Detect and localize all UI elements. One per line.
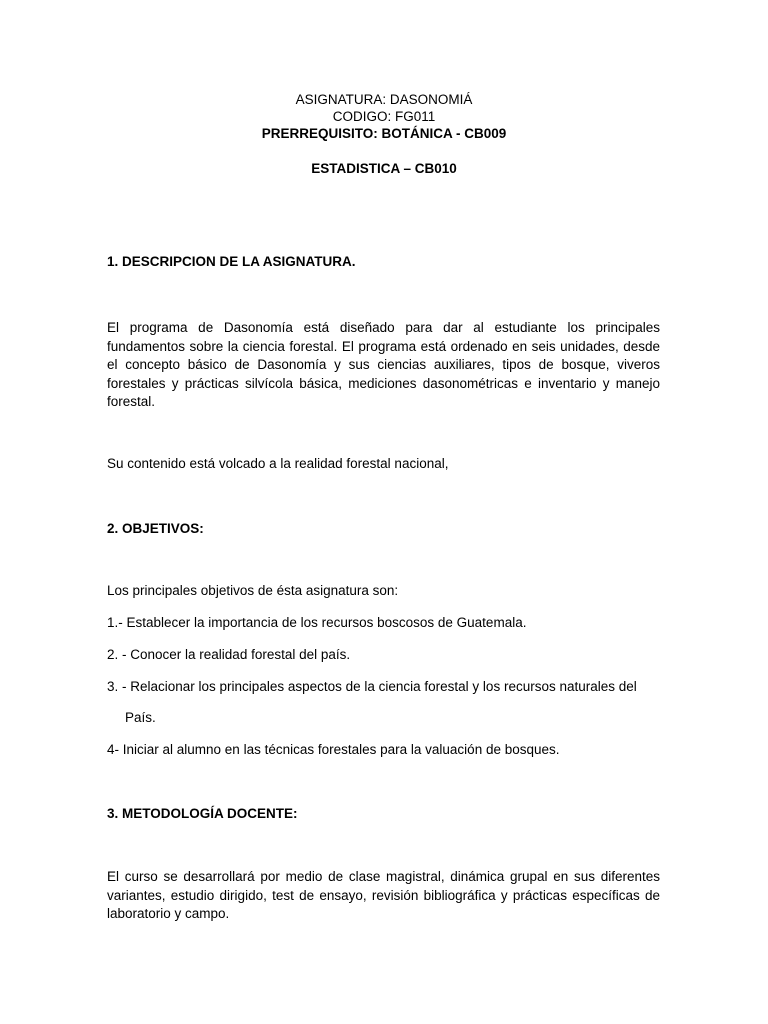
description-paragraph: El programa de Dasonomía está diseñado para dar al estudiante los principales fundamentos sobre la ciencia forestal. El programa está ordenado en seis unidades, desde el concepto básico de Dasonomía y sus ciencias auxiliares, tipos de bosque, viveros forestales y prácticas silvícola básica, mediciones dasonométricas e inventario y manejo forestal. bbox=[107, 320, 660, 409]
section-heading-methodology: 3. METODOLOGÍA DOCENTE: bbox=[107, 806, 298, 821]
section-heading-objectives: 2. OBJETIVOS: bbox=[107, 521, 204, 536]
subject-code: CODIGO: FG011 bbox=[332, 109, 436, 124]
objectives-intro: Los principales objetivos de ésta asignatura son: bbox=[107, 583, 399, 598]
prerequisite-statistics: ESTADISTICA – CB010 bbox=[311, 161, 457, 176]
subject-title: ASIGNATURA: DASONOMIÁ bbox=[295, 92, 473, 107]
objective-item: 1.- Establecer la importancia de los recursos boscosos de Guatemala. bbox=[107, 615, 527, 630]
objective-item: 3. - Relacionar los principales aspectos de la ciencia forestal y los recursos naturales del bbox=[107, 679, 637, 694]
prerequisite-line: PRERREQUISITO: BOTÁNICA - CB009 bbox=[261, 126, 507, 141]
methodology-paragraph: El curso se desarrollará por medio de clase magistral, dinámica grupal en sus diferentes variantes, estudio dirigido, test de ensayo, revisión bibliográfica y prácticas específicas de laboratorio y campo. bbox=[107, 869, 660, 921]
content-sentence: Su contenido está volcado a la realidad forestal nacional, bbox=[107, 456, 449, 471]
section-heading-description: 1. DESCRIPCION DE LA ASIGNATURA. bbox=[107, 254, 356, 269]
objective-item: 2. - Conocer la realidad forestal del país. bbox=[107, 647, 351, 662]
objective-item: 4- Iniciar al alumno en las técnicas forestales para la valuación de bosques. bbox=[107, 742, 560, 757]
objective-item-continuation: País. bbox=[125, 710, 156, 725]
